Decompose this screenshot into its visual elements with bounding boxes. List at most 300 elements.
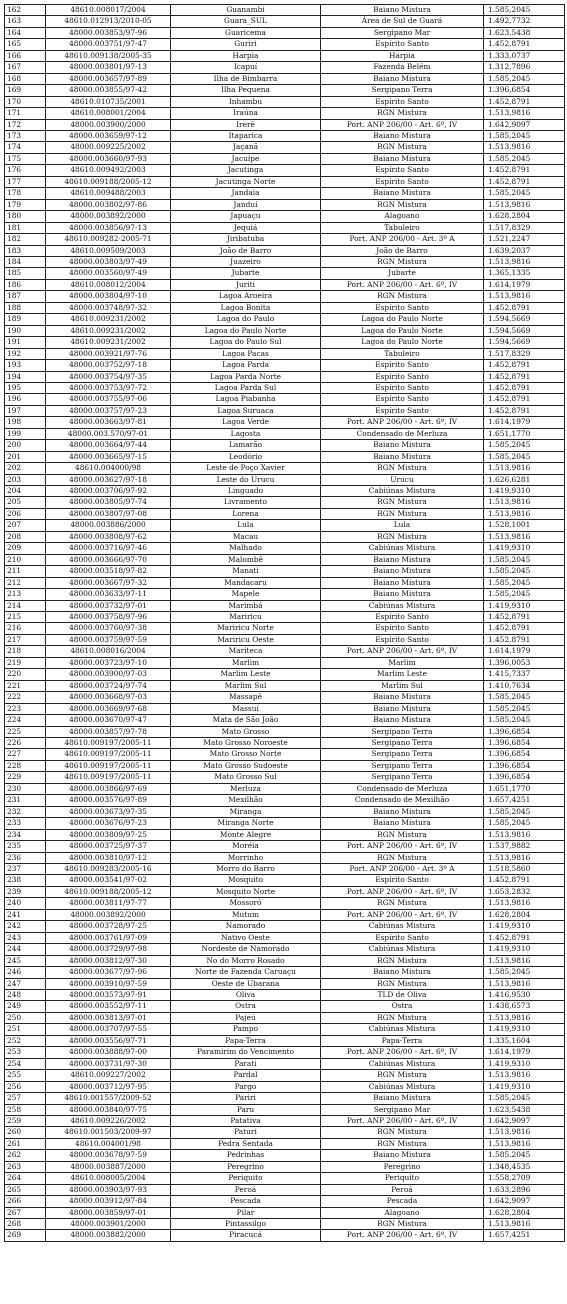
row-number-cell: 177 bbox=[5, 176, 46, 187]
price-cell: 1.628,2804 bbox=[484, 211, 565, 222]
row-number-cell: 257 bbox=[5, 1093, 46, 1104]
table-row bbox=[5, 577, 565, 588]
reference-crude-cell: RGN Mistura bbox=[321, 463, 484, 474]
price-cell: 1.614,1979 bbox=[484, 1047, 565, 1058]
reference-crude-cell: Sergipano Terra bbox=[321, 749, 484, 760]
reference-crude-cell: Cabiúnas Mistura bbox=[321, 944, 484, 955]
process-number-cell: 48000.003840/97-75 bbox=[46, 1104, 171, 1115]
field-name-cell: Oeste de Ubarana bbox=[171, 978, 321, 989]
price-cell: 1.585,2045 bbox=[484, 692, 565, 703]
reference-crude-cell: RGN Mistura bbox=[321, 955, 484, 966]
reference-crude-cell: RGN Mistura bbox=[321, 1219, 484, 1230]
price-cell: 1.623,5438 bbox=[484, 27, 565, 38]
process-number-cell: 48000.003856/97-13 bbox=[46, 222, 171, 233]
process-number-cell: 48000.003728/97-25 bbox=[46, 921, 171, 932]
reference-crude-cell: Condensado de Merluza bbox=[321, 783, 484, 794]
row-number-cell: 165 bbox=[5, 39, 46, 50]
reference-crude-cell: Jubarte bbox=[321, 268, 484, 279]
row-number-cell: 261 bbox=[5, 1138, 46, 1149]
field-name-cell: Pargo bbox=[171, 1081, 321, 1092]
price-cell: 1.614,1979 bbox=[484, 646, 565, 657]
field-name-cell: Mato Grosso Noroeste bbox=[171, 738, 321, 749]
row-number-cell: 210 bbox=[5, 554, 46, 565]
price-cell: 1.585,2045 bbox=[484, 554, 565, 565]
reference-crude-cell: Condensado de Mexilhão bbox=[321, 795, 484, 806]
field-name-cell: Jacutinga bbox=[171, 165, 321, 176]
table-row bbox=[5, 612, 565, 623]
reference-crude-cell: Sergipano Mar bbox=[321, 27, 484, 38]
process-number-cell: 48000.003665/97-15 bbox=[46, 451, 171, 462]
price-cell: 1.396,6854 bbox=[484, 738, 565, 749]
field-name-cell: Pintassilgo bbox=[171, 1219, 321, 1230]
process-number-cell: 48000.003573/97-91 bbox=[46, 989, 171, 1000]
field-name-cell: Iraúna bbox=[171, 108, 321, 119]
row-number-cell: 215 bbox=[5, 612, 46, 623]
reference-crude-cell: Baiano Mistura bbox=[321, 130, 484, 141]
table-row bbox=[5, 27, 565, 38]
reference-crude-cell: Sergipano Terra bbox=[321, 772, 484, 783]
row-number-cell: 166 bbox=[5, 50, 46, 61]
price-cell: 1.518,5860 bbox=[484, 863, 565, 874]
reference-crude-cell: Baiano Mistura bbox=[321, 554, 484, 565]
price-cell: 1.348,4535 bbox=[484, 1161, 565, 1172]
price-cell: 1.492,7732 bbox=[484, 16, 565, 27]
field-name-cell: Miranga Norte bbox=[171, 818, 321, 829]
row-number-cell: 204 bbox=[5, 486, 46, 497]
row-number-cell: 246 bbox=[5, 967, 46, 978]
row-number-cell: 229 bbox=[5, 772, 46, 783]
price-cell: 1.513,9816 bbox=[484, 531, 565, 542]
process-number-cell: 48000.003910/97-59 bbox=[46, 978, 171, 989]
row-number-cell: 186 bbox=[5, 279, 46, 290]
table-row bbox=[5, 314, 565, 325]
reference-crude-cell: Cabiúnas Mistura bbox=[321, 543, 484, 554]
row-number-cell: 240 bbox=[5, 898, 46, 909]
process-number-cell: 48000.003633/97-11 bbox=[46, 589, 171, 600]
process-number-cell: 48610.009231/2002 bbox=[46, 325, 171, 336]
price-cell: 1.513,9816 bbox=[484, 1070, 565, 1081]
row-number-cell: 176 bbox=[5, 165, 46, 176]
row-number-cell: 234 bbox=[5, 829, 46, 840]
field-name-cell: Malombê bbox=[171, 554, 321, 565]
reference-crude-cell: RGN Mistura bbox=[321, 508, 484, 519]
table-row bbox=[5, 1093, 565, 1104]
table-row bbox=[5, 1150, 565, 1161]
row-number-cell: 216 bbox=[5, 623, 46, 634]
table-row bbox=[5, 967, 565, 978]
row-number-cell: 171 bbox=[5, 108, 46, 119]
process-number-cell: 48610.008017/2004 bbox=[46, 5, 171, 16]
row-number-cell: 169 bbox=[5, 85, 46, 96]
row-number-cell: 196 bbox=[5, 394, 46, 405]
field-name-cell: Merluza bbox=[171, 783, 321, 794]
reference-crude-cell: Baiano Mistura bbox=[321, 967, 484, 978]
field-name-cell: Patativa bbox=[171, 1115, 321, 1126]
process-number-cell: 48000.003912/97-84 bbox=[46, 1196, 171, 1207]
field-name-cell: Inhambu bbox=[171, 96, 321, 107]
price-cell: 1.513,9816 bbox=[484, 955, 565, 966]
reference-crude-cell: Cabiúnas Mistura bbox=[321, 486, 484, 497]
field-name-cell: Marlim Leste bbox=[171, 669, 321, 680]
row-number-cell: 167 bbox=[5, 62, 46, 73]
process-number-cell: 48610.004001/98 bbox=[46, 1138, 171, 1149]
process-number-cell: 48610.008016/2004 bbox=[46, 646, 171, 657]
table-row bbox=[5, 1127, 565, 1138]
row-number-cell: 266 bbox=[5, 1196, 46, 1207]
table-row bbox=[5, 634, 565, 645]
process-number-cell: 48000.003660/97-93 bbox=[46, 153, 171, 164]
process-number-cell: 48610.012913/2010-05 bbox=[46, 16, 171, 27]
field-name-cell: Jacuípe bbox=[171, 153, 321, 164]
row-number-cell: 252 bbox=[5, 1035, 46, 1046]
price-cell: 1.594,5669 bbox=[484, 314, 565, 325]
field-name-cell: Leodório bbox=[171, 451, 321, 462]
reference-crude-cell: Baiano Mistura bbox=[321, 692, 484, 703]
table-row bbox=[5, 806, 565, 817]
row-number-cell: 202 bbox=[5, 463, 46, 474]
table-row bbox=[5, 165, 565, 176]
price-cell: 1.642,9097 bbox=[484, 1196, 565, 1207]
field-name-cell: Ilha Pequena bbox=[171, 85, 321, 96]
row-number-cell: 239 bbox=[5, 886, 46, 897]
row-number-cell: 222 bbox=[5, 692, 46, 703]
price-cell: 1.585,2045 bbox=[484, 715, 565, 726]
reference-crude-cell: RGN Mistura bbox=[321, 1138, 484, 1149]
table-row bbox=[5, 142, 565, 153]
field-name-cell: Malhado bbox=[171, 543, 321, 554]
process-number-cell: 48000.003804/97-10 bbox=[46, 291, 171, 302]
field-name-cell: Lagoa Pacas bbox=[171, 348, 321, 359]
price-cell: 1.513,9816 bbox=[484, 1138, 565, 1149]
reference-crude-cell: RGN Mistura bbox=[321, 531, 484, 542]
process-number-cell: 48000.003576/97-89 bbox=[46, 795, 171, 806]
field-name-cell: Peregrino bbox=[171, 1161, 321, 1172]
table-row bbox=[5, 1184, 565, 1195]
reference-crude-cell: Port. ANP 206/00 - Art. 6º, IV bbox=[321, 1047, 484, 1058]
table-row bbox=[5, 1035, 565, 1046]
reference-crude-cell: RGN Mistura bbox=[321, 199, 484, 210]
reference-crude-cell: Baiano Mistura bbox=[321, 5, 484, 16]
process-number-cell: 48000.003668/97-03 bbox=[46, 692, 171, 703]
reference-crude-cell: Tabuleiro bbox=[321, 222, 484, 233]
row-number-cell: 194 bbox=[5, 371, 46, 382]
reference-crude-cell: Tabuleiro bbox=[321, 348, 484, 359]
row-number-cell: 253 bbox=[5, 1047, 46, 1058]
reference-crude-cell: Ostra bbox=[321, 1001, 484, 1012]
row-number-cell: 242 bbox=[5, 921, 46, 932]
row-number-cell: 192 bbox=[5, 348, 46, 359]
row-number-cell: 237 bbox=[5, 863, 46, 874]
price-cell: 1.585,2045 bbox=[484, 1150, 565, 1161]
field-name-cell: Moréia bbox=[171, 841, 321, 852]
process-number-cell: 48000.003882/2000 bbox=[46, 1230, 171, 1241]
row-number-cell: 180 bbox=[5, 211, 46, 222]
process-number-cell: 48000.003748/97-32 bbox=[46, 302, 171, 313]
process-number-cell: 48000.003723/97-10 bbox=[46, 657, 171, 668]
process-number-cell: 48000.003560/97-49 bbox=[46, 268, 171, 279]
process-number-cell: 48000.003752/97-18 bbox=[46, 360, 171, 371]
table-row bbox=[5, 1196, 565, 1207]
field-name-cell: Jequiá bbox=[171, 222, 321, 233]
field-name-cell: Monte Alegre bbox=[171, 829, 321, 840]
field-name-cell: Lagoa do Paulo Norte bbox=[171, 325, 321, 336]
table-row bbox=[5, 108, 565, 119]
table-row bbox=[5, 1138, 565, 1149]
row-number-cell: 195 bbox=[5, 382, 46, 393]
table-row bbox=[5, 989, 565, 1000]
price-cell: 1.438,6573 bbox=[484, 1001, 565, 1012]
process-number-cell: 48000.009225/2002 bbox=[46, 142, 171, 153]
table-row bbox=[5, 554, 565, 565]
table-row bbox=[5, 382, 565, 393]
field-name-cell: Icapuí bbox=[171, 62, 321, 73]
field-name-cell: Lagosta bbox=[171, 428, 321, 439]
price-cell: 1.452,8791 bbox=[484, 165, 565, 176]
process-number-cell: 48610.001503/2009-97 bbox=[46, 1127, 171, 1138]
row-number-cell: 211 bbox=[5, 566, 46, 577]
process-number-cell: 48000.003886/2000 bbox=[46, 520, 171, 531]
process-number-cell: 48000.003761/97-09 bbox=[46, 932, 171, 943]
process-number-cell: 48000.003712/97-95 bbox=[46, 1081, 171, 1092]
reference-crude-cell: Lula bbox=[321, 520, 484, 531]
reference-crude-cell: Port. ANP 206/00 - Art. 6º, IV bbox=[321, 279, 484, 290]
process-number-cell: 48000.003670/97-47 bbox=[46, 715, 171, 726]
price-cell: 1.614,1979 bbox=[484, 279, 565, 290]
reference-crude-cell: RGN Mistura bbox=[321, 852, 484, 863]
reference-crude-cell: Lagoa do Paulo Norte bbox=[321, 314, 484, 325]
row-number-cell: 268 bbox=[5, 1219, 46, 1230]
row-number-cell: 251 bbox=[5, 1024, 46, 1035]
row-number-cell: 173 bbox=[5, 130, 46, 141]
process-number-cell: 48000.003.570/97-01 bbox=[46, 428, 171, 439]
price-cell: 1.415,7337 bbox=[484, 669, 565, 680]
table-row bbox=[5, 886, 565, 897]
row-number-cell: 193 bbox=[5, 360, 46, 371]
reference-crude-cell: Baiano Mistura bbox=[321, 818, 484, 829]
row-number-cell: 264 bbox=[5, 1173, 46, 1184]
field-name-cell: Lagoa Parda Sul bbox=[171, 382, 321, 393]
reference-crude-cell: Cabiúnas Mistura bbox=[321, 600, 484, 611]
reference-crude-cell: Baiano Mistura bbox=[321, 1093, 484, 1104]
process-number-cell: 48000.003805/97-74 bbox=[46, 497, 171, 508]
field-name-cell: Leste do Urucu bbox=[171, 474, 321, 485]
field-name-cell: Mato Grosso Sudoeste bbox=[171, 760, 321, 771]
process-number-cell: 48610.009197/2005-11 bbox=[46, 738, 171, 749]
reference-crude-cell: Cabiúnas Mistura bbox=[321, 1058, 484, 1069]
table-row bbox=[5, 726, 565, 737]
price-cell: 1.416,9530 bbox=[484, 989, 565, 1000]
price-cell: 1.452,8791 bbox=[484, 371, 565, 382]
reference-crude-cell: Espírito Santo bbox=[321, 371, 484, 382]
row-number-cell: 219 bbox=[5, 657, 46, 668]
process-number-cell: 48610.009138/2005-35 bbox=[46, 50, 171, 61]
reference-crude-cell: Cabiúnas Mistura bbox=[321, 1024, 484, 1035]
field-name-cell: Peroá bbox=[171, 1184, 321, 1195]
price-cell: 1.585,2045 bbox=[484, 577, 565, 588]
reference-crude-cell: Espírito Santo bbox=[321, 405, 484, 416]
process-number-cell: 48000.003757/97-23 bbox=[46, 405, 171, 416]
field-name-cell: Lagoa Verde bbox=[171, 417, 321, 428]
row-number-cell: 248 bbox=[5, 989, 46, 1000]
process-number-cell: 48000.003887/2000 bbox=[46, 1161, 171, 1172]
process-number-cell: 48000.003903/97-93 bbox=[46, 1184, 171, 1195]
process-number-cell: 48000.003754/97-35 bbox=[46, 371, 171, 382]
row-number-cell: 250 bbox=[5, 1012, 46, 1023]
reference-crude-cell: Port. ANP 206/00 - Art. 6º, IV bbox=[321, 646, 484, 657]
row-number-cell: 236 bbox=[5, 852, 46, 863]
reference-crude-cell: Espírito Santo bbox=[321, 176, 484, 187]
reference-crude-cell: Espírito Santo bbox=[321, 165, 484, 176]
table-row bbox=[5, 760, 565, 771]
table-row bbox=[5, 738, 565, 749]
table-row bbox=[5, 1012, 565, 1023]
process-number-cell: 48000.003669/97-68 bbox=[46, 703, 171, 714]
process-number-cell: 48610.009197/2005-11 bbox=[46, 760, 171, 771]
field-name-cell: Nativo Oeste bbox=[171, 932, 321, 943]
table-row bbox=[5, 302, 565, 313]
process-number-cell: 48000.003892/2000 bbox=[46, 211, 171, 222]
table-row bbox=[5, 543, 565, 554]
process-number-cell: 48610.009282-2005-71 bbox=[46, 234, 171, 245]
table-row bbox=[5, 531, 565, 542]
field-name-cell: Namorado bbox=[171, 921, 321, 932]
price-cell: 1.585,2045 bbox=[484, 818, 565, 829]
table-row bbox=[5, 715, 565, 726]
field-name-cell: Janduí bbox=[171, 199, 321, 210]
field-name-cell: Oliva bbox=[171, 989, 321, 1000]
field-name-cell: Paru bbox=[171, 1104, 321, 1115]
table-row bbox=[5, 325, 565, 336]
field-name-cell: Mexilhão bbox=[171, 795, 321, 806]
table-row bbox=[5, 360, 565, 371]
table-row bbox=[5, 291, 565, 302]
price-cell: 1.585,2045 bbox=[484, 967, 565, 978]
field-name-cell: João de Barro bbox=[171, 245, 321, 256]
field-name-cell: Mato Grosso Sul bbox=[171, 772, 321, 783]
row-number-cell: 230 bbox=[5, 783, 46, 794]
price-cell: 1.452,8791 bbox=[484, 382, 565, 393]
price-cell: 1.513,9816 bbox=[484, 829, 565, 840]
table-row bbox=[5, 749, 565, 760]
price-cell: 1.396,6854 bbox=[484, 760, 565, 771]
reference-crude-cell: Espírito Santo bbox=[321, 394, 484, 405]
field-name-cell: Macau bbox=[171, 531, 321, 542]
row-number-cell: 228 bbox=[5, 760, 46, 771]
table-row bbox=[5, 222, 565, 233]
price-cell: 1.585,2045 bbox=[484, 153, 565, 164]
table-row bbox=[5, 371, 565, 382]
reference-crude-cell: João de Barro bbox=[321, 245, 484, 256]
price-cell: 1.585,2045 bbox=[484, 806, 565, 817]
reference-crude-cell: Baiano Mistura bbox=[321, 188, 484, 199]
table-row bbox=[5, 1161, 565, 1172]
process-number-cell: 48610.008012/2004 bbox=[46, 279, 171, 290]
field-name-cell: Harpia bbox=[171, 50, 321, 61]
process-number-cell: 48000.003678/97-59 bbox=[46, 1150, 171, 1161]
table-row bbox=[5, 348, 565, 359]
row-number-cell: 175 bbox=[5, 153, 46, 164]
process-number-cell: 48000.003888/97-00 bbox=[46, 1047, 171, 1058]
price-cell: 1.513,9816 bbox=[484, 1127, 565, 1138]
row-number-cell: 256 bbox=[5, 1081, 46, 1092]
price-cell: 1.513,9816 bbox=[484, 898, 565, 909]
reference-crude-cell: TLD de Oliva bbox=[321, 989, 484, 1000]
table-row bbox=[5, 589, 565, 600]
row-number-cell: 185 bbox=[5, 268, 46, 279]
field-name-cell: Lagoa Parda bbox=[171, 360, 321, 371]
reference-crude-cell: Lagoa do Paulo Norte bbox=[321, 325, 484, 336]
process-number-cell: 48610.009188/2005-12 bbox=[46, 176, 171, 187]
process-number-cell: 48000.003556/97-71 bbox=[46, 1035, 171, 1046]
row-number-cell: 174 bbox=[5, 142, 46, 153]
table-row bbox=[5, 188, 565, 199]
price-cell: 1.419,9310 bbox=[484, 600, 565, 611]
price-cell: 1.452,8791 bbox=[484, 39, 565, 50]
field-name-cell: Lagoa do Paulo Sul bbox=[171, 337, 321, 348]
field-name-cell: Ostra bbox=[171, 1001, 321, 1012]
field-name-cell: Mandacaru bbox=[171, 577, 321, 588]
table-row bbox=[5, 978, 565, 989]
price-cell: 1.585,2045 bbox=[484, 188, 565, 199]
row-number-cell: 244 bbox=[5, 944, 46, 955]
price-cell: 1.513,9816 bbox=[484, 199, 565, 210]
table-row bbox=[5, 417, 565, 428]
process-number-cell: 48610.009509/2003 bbox=[46, 245, 171, 256]
row-number-cell: 224 bbox=[5, 715, 46, 726]
table-row bbox=[5, 1024, 565, 1035]
process-number-cell: 48000.003813/97-01 bbox=[46, 1012, 171, 1023]
reference-crude-cell: Urucu bbox=[321, 474, 484, 485]
row-number-cell: 241 bbox=[5, 909, 46, 920]
field-name-cell: Lamarão bbox=[171, 440, 321, 451]
reference-crude-cell: Port. ANP 206/00 - Art. 6º, IV bbox=[321, 886, 484, 897]
field-name-cell: Lagoa Aroeira bbox=[171, 291, 321, 302]
row-number-cell: 191 bbox=[5, 337, 46, 348]
process-number-cell: 48000.003659/97-12 bbox=[46, 130, 171, 141]
field-name-cell: Juriti bbox=[171, 279, 321, 290]
row-number-cell: 232 bbox=[5, 806, 46, 817]
field-name-cell: Pescada bbox=[171, 1196, 321, 1207]
field-name-cell: Guaricema bbox=[171, 27, 321, 38]
price-cell: 1.623,5438 bbox=[484, 1104, 565, 1115]
price-cell: 1.396,6854 bbox=[484, 85, 565, 96]
table-row bbox=[5, 176, 565, 187]
table-row bbox=[5, 623, 565, 634]
row-number-cell: 181 bbox=[5, 222, 46, 233]
table-row bbox=[5, 921, 565, 932]
reference-crude-cell: Baiano Mistura bbox=[321, 806, 484, 817]
row-number-cell: 179 bbox=[5, 199, 46, 210]
reference-crude-cell: Marlim bbox=[321, 657, 484, 668]
table-row bbox=[5, 428, 565, 439]
reference-crude-cell: Sergipano Terra bbox=[321, 738, 484, 749]
field-name-cell: Miranga bbox=[171, 806, 321, 817]
field-name-cell: Pilar bbox=[171, 1207, 321, 1218]
table-row bbox=[5, 657, 565, 668]
row-number-cell: 170 bbox=[5, 96, 46, 107]
reference-crude-cell: Fazenda Belém bbox=[321, 62, 484, 73]
row-number-cell: 168 bbox=[5, 73, 46, 84]
price-cell: 1.528,1001 bbox=[484, 520, 565, 531]
process-number-cell: 48000.003760/97-38 bbox=[46, 623, 171, 634]
table-row bbox=[5, 932, 565, 943]
row-number-cell: 247 bbox=[5, 978, 46, 989]
reference-crude-cell: Baiano Mistura bbox=[321, 589, 484, 600]
price-cell: 1.651,1770 bbox=[484, 783, 565, 794]
process-number-cell: 48000.003810/97-12 bbox=[46, 852, 171, 863]
field-name-cell: Mutum bbox=[171, 909, 321, 920]
table-row bbox=[5, 463, 565, 474]
